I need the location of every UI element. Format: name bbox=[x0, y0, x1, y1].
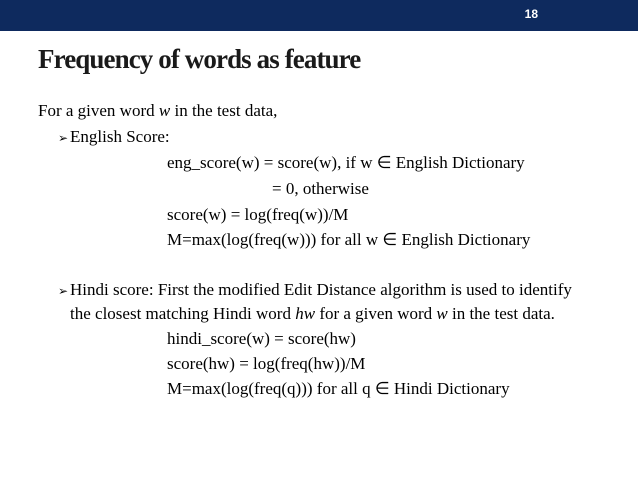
english-heading: English Score: bbox=[70, 127, 170, 146]
intro-prefix: For a given word bbox=[38, 101, 159, 120]
intro-line bbox=[38, 101, 277, 121]
bullet-arrow-icon: ➢ bbox=[58, 284, 69, 298]
slide-title: Frequency of words as feature bbox=[38, 44, 361, 74]
english-eq4: M=max(log(freq(w))) for all w ∈ English Dictionary bbox=[167, 230, 531, 249]
english-eq1: eng_score(w) = score(w), if w ∈ English Dictionary bbox=[167, 153, 525, 172]
hindi-bullet bbox=[58, 280, 572, 301]
intro-suffix: in the test data, bbox=[170, 101, 278, 120]
hindi-line2-c: in the test data. bbox=[447, 304, 555, 323]
hindi-line2 bbox=[70, 304, 555, 324]
hindi-eq3: M=max(log(freq(q))) for all q ∈ Hindi Dictionary bbox=[167, 379, 510, 398]
bullet-arrow-icon: ➢ bbox=[58, 131, 69, 145]
slide-number: 18 bbox=[524, 7, 538, 21]
hindi-var-w: w bbox=[436, 304, 448, 323]
english-eq2: = 0, otherwise bbox=[272, 179, 369, 198]
hindi-line2-b: for a given word bbox=[315, 304, 437, 323]
header-bar bbox=[0, 0, 638, 31]
intro-var: w bbox=[158, 101, 171, 120]
hindi-eq1: hindi_score(w) = score(hw) bbox=[167, 329, 356, 348]
english-bullet bbox=[58, 127, 170, 148]
hindi-heading: Hindi score: First the modified Edit Distance algorithm is used to identify bbox=[70, 280, 572, 299]
hindi-line2-a: the closest matching Hindi word bbox=[70, 304, 296, 323]
english-eq3: score(w) = log(freq(w))/M bbox=[167, 205, 349, 224]
hindi-eq2: score(hw) = log(freq(hw))/M bbox=[167, 354, 366, 373]
hindi-var-hw: hw bbox=[295, 304, 316, 323]
